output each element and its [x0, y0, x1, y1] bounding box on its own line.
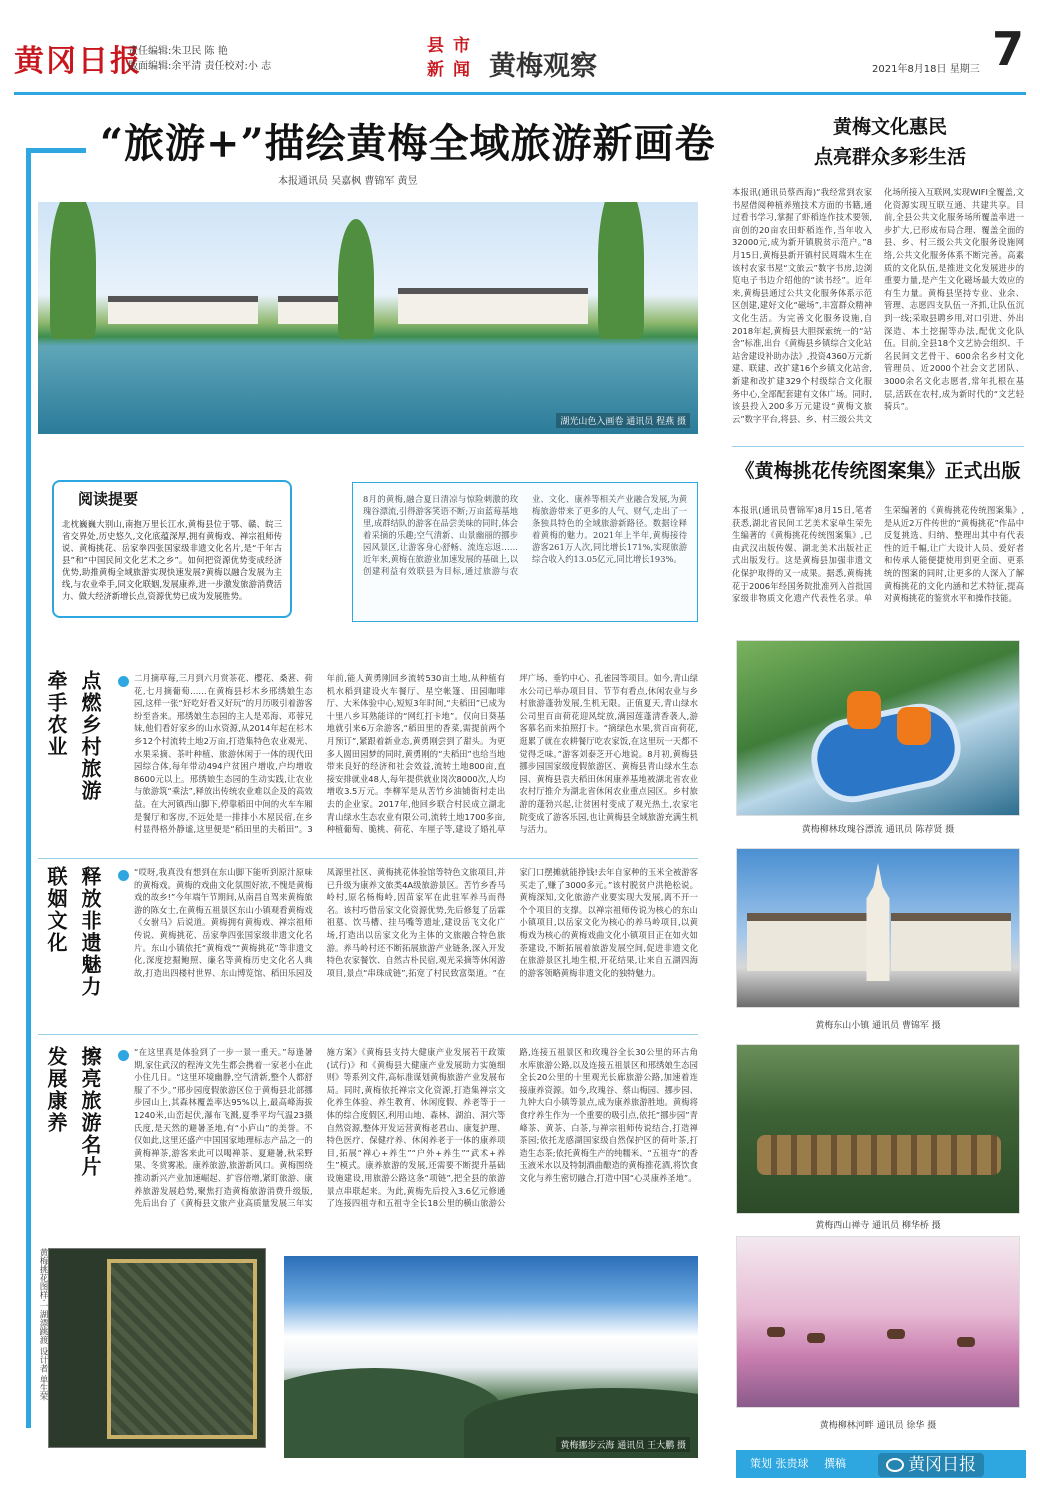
photo-building	[891, 913, 1011, 971]
section-divider	[38, 1034, 698, 1035]
section-divider	[38, 858, 698, 859]
intro-text: 北枕巍巍大别山,南抱万里长江水,黄梅县位于鄂、赣、皖三省交界处,历史悠久,文化底蕴深厚,拥有黄梅戏、禅宗祖师传说、黄梅挑花、岳家拳四张国家级非遗文化名片,是“千年古县”和“中国民间文化艺术之乡”。如何把资源优势变成经济优势,助推黄梅全域旅游实现快速发展?黄梅以融合发展为主线,与农业牵手,同文化联姻,发展康养,进一步激发旅游消费活力、做大经济新增长点,资源优势已成为发展胜势。	[62, 519, 282, 601]
main-headline: “旅游+”描绘黄梅全域旅游新画卷	[100, 120, 716, 167]
watermark	[878, 1453, 984, 1477]
decorative-frame-left	[26, 148, 31, 1428]
masthead	[0, 0, 1040, 96]
issue-date: 2021年8月18日 星期三	[872, 64, 980, 75]
flower-field-caption: 黄梅柳林河畔 通讯员 徐华 摄	[819, 1421, 937, 1431]
rafter	[897, 707, 931, 745]
flower-field-photo	[736, 1236, 1020, 1408]
temple-roofs	[757, 1135, 1001, 1175]
section-1-heading-a: 牵手农业	[44, 670, 68, 758]
sidebar-headline-1-line1: 黄梅文化惠民	[832, 116, 947, 138]
section-3-heading-a: 发展康养	[44, 1046, 68, 1134]
dongshan-town-caption: 黄梅东山小镇 通讯员 曹锦军 摄	[815, 1021, 941, 1031]
dongshan-town-photo	[736, 848, 1020, 1008]
newspaper-logo: 黄冈日报	[14, 44, 142, 79]
section-3-heading-b: 擦亮旅游名片	[78, 1046, 102, 1178]
editors-block	[128, 44, 271, 74]
rafting-caption: 黄梅柳林玫瑰谷漂流 通讯员 陈荐贤 摄	[801, 825, 955, 835]
planner-credit: 策划 张贵球	[750, 1457, 809, 1470]
column-mark-logo	[427, 34, 479, 86]
section-bullet	[118, 676, 129, 687]
intro-title: 阅读提要	[78, 490, 139, 508]
hero-photo-caption: 湖光山色入画卷 通讯员 程燕 摄	[556, 413, 690, 428]
cloud-sea-photo	[284, 1256, 698, 1458]
page-number: 7	[992, 22, 1025, 76]
sidebar-headline-1-line2: 点亮群众多彩生活	[813, 146, 966, 168]
section-1-heading-b: 点燃乡村旅游	[78, 670, 102, 802]
photo-building	[747, 913, 867, 971]
rafter	[847, 691, 881, 729]
horse	[957, 1337, 975, 1347]
raft	[804, 696, 968, 809]
section-2-heading-a: 联姻文化	[44, 866, 68, 954]
editors-line-2: 版面编辑:余平清 责任校对:小 志	[128, 61, 272, 72]
column-mark-char: 县	[427, 36, 444, 56]
section-2-heading-b: 释放非遗魅力	[78, 866, 102, 998]
sidebar-article-2: 本报讯(通讯员曹锦军)8月15日,笔者获悉,湖北省民间工艺美术家单生荣先生编著的《黄梅挑花传统图案集》,已由武汉出版传媒、湖北美术出版社正式出版发行。这是黄梅县加强非遗文化保护取得的又一成果。据悉,黄梅挑花于2006年经国务院批准列入首批国家级非物质文化遗产代表性名录。单生荣编著的《黄梅挑花传统图案集》,是从近2万件传世的“黄梅挑花”作品中反复挑选、归纳、整理出其中有代表性的近千幅,让广大设计人员、爱好者和传承人能便捷使用到更全面、更系统的图案的同时,让更多的人深入了解黄梅挑花的文化内涵和艺术特征,提高对黄梅挑花的鉴赏水平和操作技能。	[732, 505, 1024, 604]
watermark-text: 黄冈日报	[908, 1455, 976, 1475]
embroidery-pattern-photo	[48, 1248, 266, 1448]
sidebar-article-1: 本报讯(通讯员蔡西海)“我经常到农家书屋借阅种植养殖技术方面的书籍,通过看书学习,掌握了虾稻连作技术要领,亩创的20亩农田虾稻连作,当年收入32000元,成为新开镇脱贫示范户。”8月15日,黄梅县新开镇村民周瑞木生在该村农家书屋“文旅云”数字书房,边浏览电子书边介绍他的“读书经”。近年来,黄梅县通过公共文化服务体系示范区创建,建好文化“磁场”,丰富群众精神文化生活。为完善文化服务设施,自2018年起,黄梅县大胆探索统一的“站舍”标准,出台《黄梅县乡镇综合文化站站舍建设补助办法》,投资4360万元新建、联建、改扩建16个乡镇文化站舍,新建和改扩建329个村级综合文化服务中心,全部配套建有文体广场。同时,该县投入200多万元建设“黄梅文旅云”数字平台,将县、乡、村三级公共文化场所接入互联网,实现WIFI全覆盖,文化资源实现互联互通、共建共享。目前,全县公共文化服务场所覆盖率进一步扩大,已形成布局合理、覆盖全面的县、乡、村三级公共文化服务设施网络,公共文化服务体系不断完善。高素质的文化队伍,是推进文化发展进步的重要力量,是产生文化磁场最大效应的有生力量。黄梅县坚持专业、业余、管理、志愿四支队伍一齐抓,让队伍沉到一线;采取县聘乡用,对口引进、外出深造、本土挖掘等办法,配优文化队伍。目前,全县18个文艺协会组织、千名民间文艺骨干、600余名乡村文化管理员、近2000个社会文艺团队、3000余名文化志愿者,常年扎根在基层,活跃在农村,成为新时代的“文艺轻骑兵”。	[732, 187, 1024, 424]
section-bullet	[118, 1050, 129, 1061]
cloud-sea-caption: 黄梅挪步云海 通讯员 王大鹏 摄	[556, 1437, 690, 1452]
wechat-icon	[886, 1458, 904, 1472]
masthead-rule	[14, 92, 1026, 95]
lead-paragraph-box: 8月的黄梅,融合夏日清凉与惊险刺激的玫瑰谷漂流,引得游客笑语不断;万亩蓝莓基地里,成群结队的游客在品尝美味的同时,体会着采摘的乐趣;空气清新、山景幽丽的挪步园风景区,让游客身心舒畅、流连忘返……近年来,黄梅在旅游业加速发展的基础上,以创建利益有效联县为目标,通过旅游与农业、文化、康养等相关产业融合发展,为黄梅旅游带来了更多的人气、财气,走出了一条独具特色的全域旅游新路径。数据诠释着黄梅的魅力。2021年上半年,黄梅接待游客261万人次,同比增长171%,实现旅游综合收入约13.05亿元,同比增长193%。	[352, 482, 698, 622]
rafting-photo	[736, 640, 1020, 816]
decorative-frame-top	[26, 148, 86, 153]
photo-tree	[50, 202, 96, 339]
horse	[767, 1327, 785, 1337]
sidebar-headline-1	[760, 112, 1020, 172]
column-mark-char: 市	[453, 36, 470, 56]
editors-line-1: 责任编辑:朱卫民 陈 艳	[128, 46, 228, 57]
photo-building	[108, 296, 258, 324]
section-1-body: 二月摘草莓,三月到六月赏茶花、樱花、桑葚、荷花,七月摘葡萄……在黄梅县杉木乡邢绣娘生态园,这样一张“好吃好看又好玩”的月历吸引着游客纷至沓来。邢绣娘生态园的主人是邓海、邓蓉兄妹,他们看好家乡的山水资源,从2014年起在杉木乡12个村流转土地2万亩,打造集特色农业观光、水果采摘、茶叶种植、旅游休闲于一体的现代田园综合体,每年带动494户贫困户增收,户均增收8600元以上。邢绣娘生态园的生动实践,让农业与旅游筑“乘法”,释放出传统农业难以企及的高效益。在大河镇西山脚下,停靠稻田中间的火车车厢是餐厅和客房,不远处是一排排小木屋民宿,在乡村显得格外静谧,这里便是“稻田里的夫稻田”。3年前,能人黄勇刚回乡流转530亩土地,从种植有机水稻到建设火车餐厅、星空帐篷、田园咖啡厅、大米体验中心,短短3年时间,“夫稻田”已成为十里八乡耳熟能详的“网红打卡地”。仅向日葵基地就引来6万余游客,“稻田里的香菜,需提前两个月预订”,紧跟着新业态,黄勇刚尝到了甜头。为更多人圆田园梦的同时,黄勇刚的“夫稻田”也给当地带来良好的经济和社会效益,流转土地800亩,直接安排就业48人,每年提供就业岗次8000次,人均增收3.5万元。李柳军是从苦竹乡油铺街村走出去的企业家。2017年,他回乡联合村民成立湖北青山绿水生态农业有限公司,流转土地1700多亩,种植葡萄、脆桃、荷花、车厘子等,建设了婚礼草坪广场、垂钓中心、孔雀园等项目。如今,青山绿水公司已举办项目目、节节有看点,休闲农业与乡村旅游蓬勃发展,生机无限。正值夏天,青山绿水公司里百亩荷花迎风绽放,满园莲蓬清香袭人,游客慕名而来拍照打卡。“摘绿色水果,赏百亩荷花,逛累了就在农耕餐厅吃农家饭,在这里玩一天都不觉得乏味。”游客刘泰芝开心地说。8月初,黄梅县挪步园国家级度假旅游区、黄梅县青山绿水生态园、黄梅县袁夫稻田休闲康养基地被湖北省农业农村厅推介为湖北省休闲农业重点园区。乡村旅游的蓬勃兴起,让贫困村变成了观光热土,农家宅院变成了游客乐园,也让黄梅县全域旅游充满生机与活力。	[134, 673, 698, 835]
section-2-body: “哎呀,我真没有想到在东山脚下能听到原汁原味的黄梅戏。黄梅的戏曲文化氛围好浓,不愧是黄梅戏的故乡!”今年端午节期间,从南昌自驾来黄梅旅游的陈女士,在黄梅五祖景区东山小镇观看黄梅戏《女驸马》后说道。黄梅拥有黄梅戏、禅宗祖师传说、黄梅挑花、岳家拳四张国家级非遗文化名片。东山小镇依托“黄梅戏”“黄梅挑花”等非遗文化,深度挖掘鲍照、廉名等黄梅历史文化名人典故,打造出四楼村世界、东山博览馆、稻田乐园及凤源里社区、黄梅挑花体验馆等特色文旅项目,并已升级为康养文旅类4A级旅游景区。苦竹乡香马岭村,原名杨梅岭,因苗家军在此驻军养马而得名。该村巧借岳家文化资源优势,先后修复了岳霖祖墓、饮马槽、挂马嘴等遗址,建设岳飞文化广场,打造出以岳家文化为主体的文旅融合特色旅游。养马岭村还不断拓展旅游产业链条,深入开发特色农家餐饮、自然古朴民宿,观光采摘等休闲游项目,景点“串珠成链”,拓宽了村民致富渠道。“在家门口摆摊就能挣钱!去年自家种的玉米全被游客买走了,赚了3000多元。”该村脱贫户洪艳松说。黄梅深知,文化旅游产业要实现大发展,离不开一个个项目的支撑。以禅宗祖师传说为核心的东山小镇项目,以岳家文化为核心的养马岭项目,以黄梅戏为核心的黄梅戏曲文化小镇项目正在如火如荼建设,不断拓展着旅游发展空间,促进非遗文化在旅游景区扎地生根,开花结果,让来自五湖四海的游客领略黄梅非遗文化的独特魅力。	[134, 867, 698, 978]
writer-credit: 撰稿	[824, 1457, 846, 1470]
sidebar-headline-2: 《黄梅挑花传统图案集》正式出版	[735, 460, 1021, 482]
photo-building	[278, 296, 338, 324]
embroidery-pattern	[107, 1259, 257, 1439]
column-title: 黄梅观察	[489, 51, 597, 82]
horse	[887, 1329, 905, 1339]
photo-tree	[598, 202, 644, 339]
sidebar-divider	[732, 446, 1024, 447]
column-mark-char: 闻	[453, 60, 470, 80]
photo-tree	[338, 219, 374, 339]
horse	[807, 1333, 825, 1343]
xishan-temple-caption: 黄梅西山禅寺 通讯员 柳华桥 摄	[815, 1221, 941, 1231]
poster-caption: 黄梅挑花图样·一湖漂跳渡 设计者 单生荣	[38, 1248, 48, 1401]
section-bullet	[118, 870, 129, 881]
photo-building	[398, 288, 588, 324]
xishan-temple-photo	[736, 1044, 1020, 1214]
section-3-body: “在这里真是体验到了一步一景一重天。”每逢暑期,家住武汉的程涛文先生都会携着一家老小在此小住几日。“这里环境幽静,空气清新,整个人都舒服了不少。”邢步园度假旅游区位于黄梅县北部挪步园山上,其森林覆盖率达95%以上,最高峰海拔1240米,山峦起伏,瀑布飞溅,夏季平均气温23摄氏度,是天然的避暑圣地,有“小庐山”的美誉。不仅如此,这里还盛产中国国家地理标志产品之一的黄梅禅茶,游客来此可以喝禅茶、夏避暑,秋采野果、冬赏雾凇。康养旅游,旅游新风口。黄梅围绕推动新兴产业加速崛起、扩容倍增,紧盯旅游、康养旅游发展趋势,聚焦打造黄梅旅游消费升级版,先后出台了《黄梅县文旅产业高质量发展三年实施方案》《黄梅县支持大健康产业发展若干政策(试行)》和《黄梅县大健康产业发展助力实施细则》等系列文件,高标准谋划黄梅旅游产业发展布局。同时,黄梅依托禅宗文化资源,打造集禅宗文化养生体验、养生教育、休闲度假、养老等于一体的综合度假区,利用山地、森林、湖泊、洞穴等自然资源,整体开发运营黄梅老君山、康复护理、特色医疗、保健疗养、休闲养老于一体的康养项目,拓展“禅心+养生”“户外+养生”“武术+养生”模式。康养旅游的发展,还需要不断提升基础设施建设,用旅游公路这条“项链”,把全县的旅游景点串联起来。为此,黄梅先后投入3.6亿元修通了连接四祖寺和五祖寺全长18公里的横山旅游公路,连接五祖景区和玫瑰谷全长30公里的环古角水库旅游公路,以及连接五祖景区和邢绣娘生态园全长20公里的十里观光长廊旅游公路,加速着连接康养资源。如今,玫瑰谷、蔡山梅园、挪步园、九钟大白小镇等景点,成为康养旅游胜地。黄梅将食疗养生作为一个重要的吸引点,依托“挪步园”青峰茶、黄茶、白茶,与禅宗祖师传说结合,打造禅茶园;依托龙感湖国家级自然保护区的荷叶茶,打造生态茶;依托黄梅生产的纯糯米、“五祖寺”的香玉液米水以及特制酒曲酿造的黄梅推花酒,将饮食文化与养生密切融合,打造中国“心灵康养圣地”。	[134, 1047, 698, 1209]
column-mark-char: 新	[427, 60, 444, 80]
hero-photo-lake-resort	[38, 202, 698, 434]
byline: 本报通讯员 吴嘉枫 曹锦军 黄昱	[278, 176, 418, 187]
